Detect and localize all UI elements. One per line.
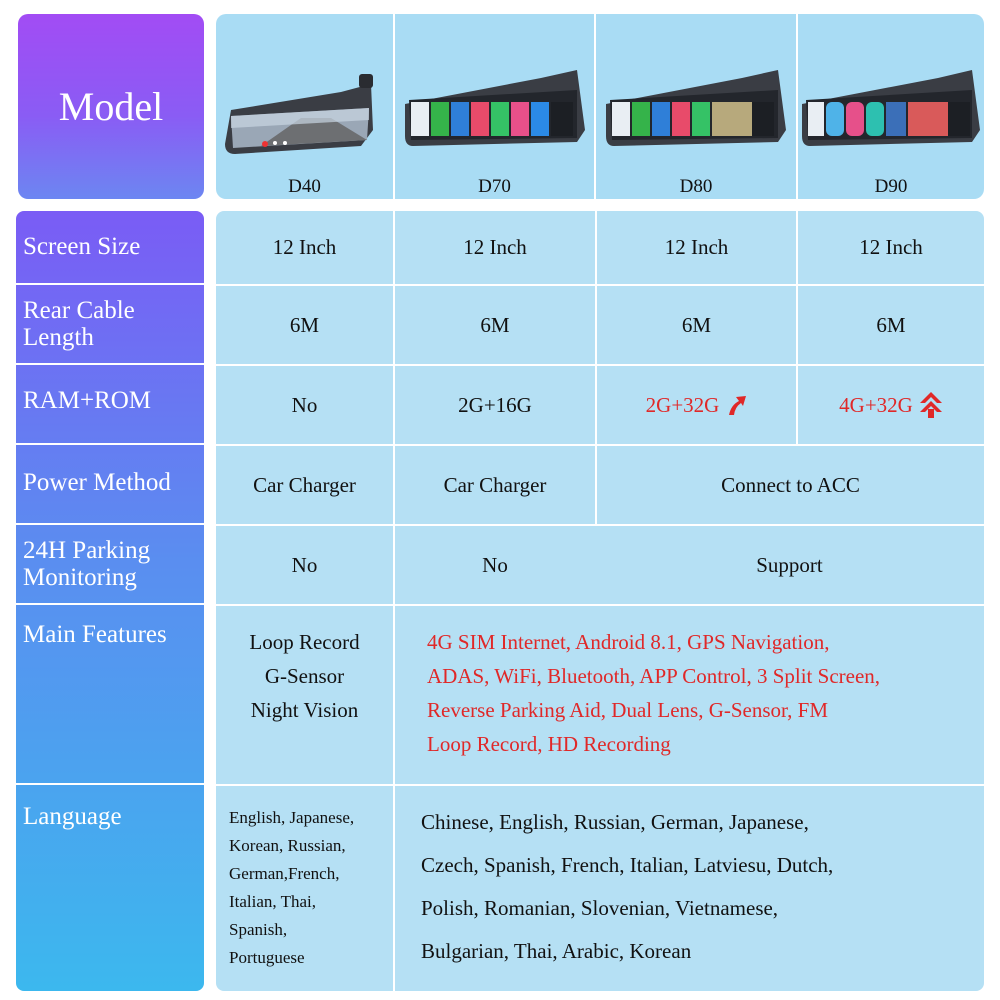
- languages-d40: [229, 804, 391, 972]
- label-power-method: Power Method: [16, 445, 204, 525]
- label-parking: [16, 525, 204, 605]
- cell-ram-rom-d70: 2G+16G: [458, 392, 532, 417]
- language-line: Portuguese: [229, 948, 305, 967]
- row-divider: [216, 604, 984, 606]
- label-rear-cable: [16, 285, 204, 365]
- label-main-features: Main Features: [16, 605, 204, 785]
- feature-line: ADAS, WiFi, Bluetooth, APP Control, 3 Split Screen,: [427, 664, 881, 688]
- row-divider: [216, 784, 984, 786]
- model-header-label: Model: [18, 14, 204, 199]
- label-parking-line1: 24H Parking: [23, 537, 151, 564]
- cell-screen-size-d70: 12 Inch: [463, 235, 527, 259]
- mirror-image-d70: [401, 60, 591, 160]
- feature-line: Loop Record, HD Recording: [427, 732, 671, 756]
- model-name-d70: D70: [478, 176, 511, 197]
- mirror-image-d80: [602, 60, 792, 160]
- feature-line: 4G SIM Internet, Android 8.1, GPS Navigation,: [427, 630, 830, 654]
- features-d40: [216, 625, 393, 727]
- cell-ram-rom-d40: No: [291, 392, 318, 417]
- label-screen-size: Screen Size: [16, 211, 204, 285]
- feature-line: Loop Record: [249, 630, 360, 654]
- model-name-d40: D40: [288, 176, 321, 197]
- language-line: Spanish,: [229, 920, 288, 939]
- spec-table: [216, 211, 984, 991]
- language-line: Czech, Spanish, French, Italian, Latviesu, Dutch,: [421, 853, 834, 877]
- features-d70-d90: [427, 625, 977, 761]
- cell-power-d40: Car Charger: [253, 472, 356, 497]
- upgrade-arrow-icon: [725, 393, 747, 417]
- model-column-d80: [596, 14, 796, 199]
- model-column-d40: [216, 14, 393, 199]
- cell-rear-cable-d70: 6M: [480, 312, 510, 337]
- label-language: Language: [23, 803, 122, 830]
- language-line: Polish, Romanian, Slovenian, Vietnamese,: [421, 896, 779, 920]
- languages-d70-d90: [421, 801, 976, 973]
- model-column-d90: [798, 14, 984, 199]
- language-line: Italian, Thai,: [229, 892, 317, 911]
- model-name-d90: D90: [874, 176, 908, 197]
- cell-screen-size-d40: 12 Inch: [272, 235, 337, 259]
- language-line: Korean, Russian,: [229, 836, 346, 855]
- model-column-d70: [395, 14, 594, 199]
- cell-screen-size-d90: 12 Inch: [859, 235, 923, 259]
- cell-screen-size-d80: 12 Inch: [664, 235, 729, 259]
- feature-line: G-Sensor: [264, 664, 345, 688]
- cell-parking-d70: No: [482, 552, 508, 577]
- cell-ram-rom-d90: [798, 366, 984, 444]
- feature-line: Night Vision: [250, 698, 359, 722]
- mirror-image-d90: [798, 60, 984, 160]
- cell-rear-cable-d90: 6M: [876, 312, 906, 337]
- model-name-d80: D80: [679, 176, 713, 197]
- label-rear-cable-line1: Rear Cable: [23, 297, 135, 324]
- cell-power-d80-d90: Connect to ACC: [721, 472, 860, 497]
- mirror-image-d40: [221, 70, 391, 160]
- cell-parking-d40: No: [291, 552, 318, 577]
- ram-rom-d80-value: 2G+32G: [645, 392, 720, 417]
- feature-line: Reverse Parking Aid, Dual Lens, G-Sensor, FM: [427, 698, 829, 722]
- label-parking-line2: Monitoring: [23, 564, 137, 591]
- language-line: German,French,: [229, 864, 340, 883]
- cell-power-d70: Car Charger: [443, 472, 547, 497]
- label-rear-cable-line2: Length: [23, 324, 94, 351]
- cell-rear-cable-d80: 6M: [681, 312, 712, 337]
- cell-parking-d80-d90: Support: [756, 552, 823, 577]
- ram-rom-d90-value: 4G+32G: [839, 392, 913, 417]
- cell-rear-cable-d40: 6M: [289, 312, 320, 337]
- cell-ram-rom-d80: [597, 366, 796, 444]
- language-line: Chinese, English, Russian, German, Japanese,: [421, 810, 809, 834]
- label-ram-rom: RAM+ROM: [16, 365, 204, 445]
- language-line: English, Japanese,: [229, 808, 355, 827]
- row-labels-column: [16, 211, 204, 991]
- language-line: Bulgarian, Thai, Arabic, Korean: [421, 939, 692, 963]
- model-header-panel: [216, 14, 984, 199]
- double-up-arrow-icon: [919, 391, 943, 419]
